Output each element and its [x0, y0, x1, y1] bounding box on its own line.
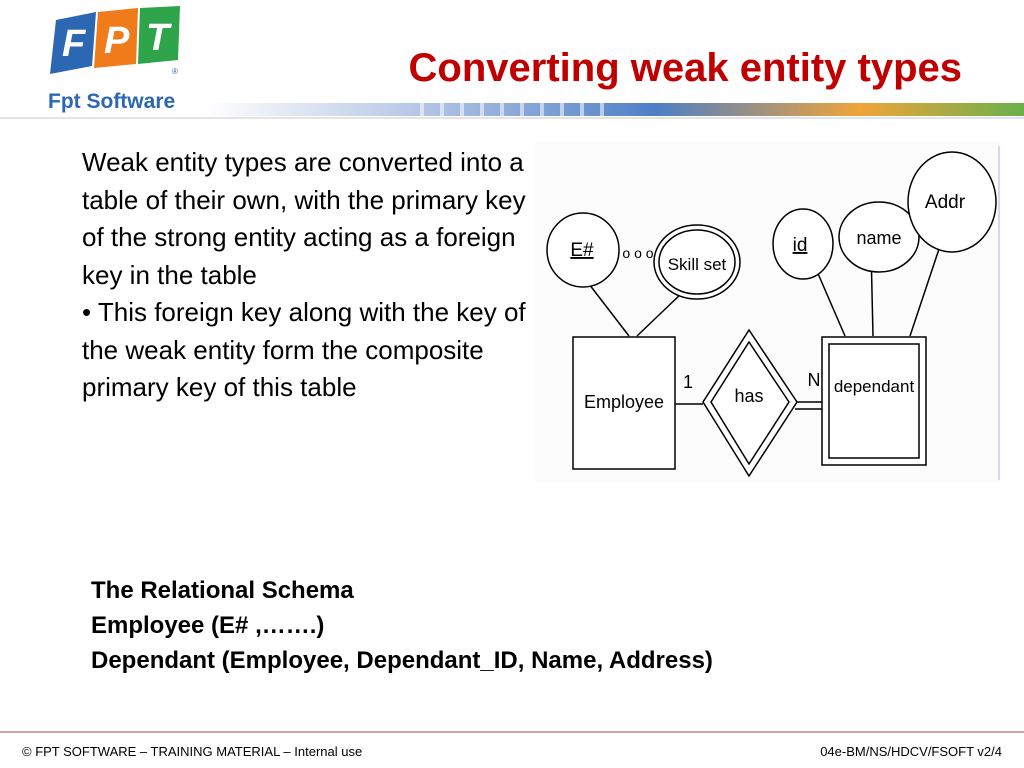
- logo-letter-t: T: [146, 17, 170, 59]
- weak-entity-dependant: [822, 337, 926, 465]
- weak-entity-dependant-label: dependant: [833, 377, 915, 396]
- schema-heading: The Relational Schema: [91, 577, 354, 604]
- attribute-skill-set-label: Skill set: [667, 255, 727, 274]
- footer-divider: [0, 731, 1024, 733]
- slide-title: Converting weak entity types: [408, 46, 962, 90]
- attribute-addr-label: Addr: [924, 192, 966, 213]
- attribute-e-num: [547, 213, 619, 287]
- more-attributes-dots: o o o: [622, 245, 654, 261]
- cardinality-right: N: [807, 370, 821, 390]
- attribute-id: [773, 209, 833, 279]
- attribute-id-label: id: [792, 235, 808, 256]
- body-paragraph-1: Weak entity types are converted into a table of their own, with the primary key of the strong entity acting as a foreign key in the table: [82, 147, 526, 290]
- attribute-skill-set: [654, 225, 740, 299]
- entity-employee: [573, 337, 675, 469]
- header-decorative-bar: [0, 100, 1024, 120]
- footer-doc-code: 04e-BM/NS/HDCV/FSOFT v2/4: [820, 744, 1002, 759]
- attribute-e-num-label: E#: [570, 240, 594, 261]
- relational-schema: [91, 573, 951, 678]
- fpt-logo-mark: [48, 6, 183, 78]
- relationship-has-label: has: [734, 386, 764, 406]
- body-text: [82, 144, 542, 407]
- logo-letter-p: P: [104, 20, 130, 62]
- body-paragraph-2: • This foreign key along with the key of the weak entity form the composite primary key of this table: [82, 297, 526, 402]
- er-diagram: [535, 142, 1001, 482]
- schema-dependant: Dependant (Employee, Dependant_ID, Name, Address): [91, 647, 713, 674]
- cardinality-left: 1: [682, 372, 694, 392]
- attribute-name-label: name: [856, 228, 902, 248]
- attribute-name: [839, 202, 919, 272]
- attribute-addr: [908, 152, 996, 252]
- schema-employee: Employee (E# ,…….): [91, 612, 325, 639]
- registered-mark: ®: [172, 67, 178, 76]
- logo-text: Fpt Software: [48, 90, 176, 113]
- entity-employee-label: Employee: [583, 392, 665, 412]
- logo-letter-f: F: [62, 23, 86, 65]
- footer-copyright: © FPT SOFTWARE – TRAINING MATERIAL – Internal use: [22, 744, 363, 759]
